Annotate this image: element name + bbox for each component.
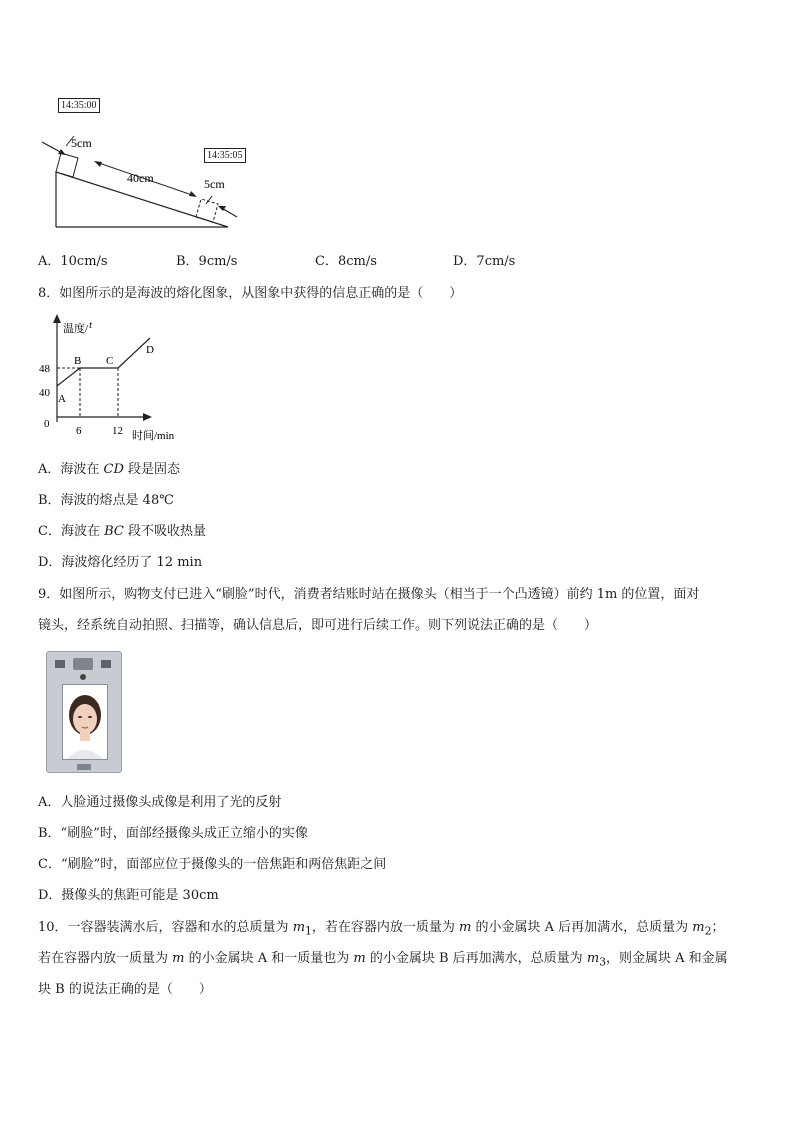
q9-option-a[interactable]: A．人脸通过摄像头成像是利用了光的反射 (38, 795, 282, 810)
q9-option-d[interactable]: D．摄像头的焦距可能是 30cm (38, 888, 219, 903)
q9-option-b[interactable]: B．“刷脸”时，面部经摄像头成正立缩小的实像 (38, 826, 308, 841)
q8-option-a[interactable]: A．海波在 CD 段是固态 (38, 462, 181, 477)
q9-stem-line2: 镜头，经系统自动拍照、扫描等，确认信息后，即可进行后续工作。则下列说法正确的是（ ） (38, 618, 598, 633)
point-c: C (106, 355, 114, 367)
camera-lens (80, 674, 86, 680)
timestamp-end: 14:35:05 (204, 148, 246, 163)
q7-option-d[interactable]: D．7cm/s (453, 254, 516, 269)
face-scanner-device (46, 651, 122, 773)
q7-option-a[interactable]: A．10cm/s (38, 254, 108, 269)
sensor-left (55, 660, 65, 668)
label-40cm: 40cm (127, 171, 154, 185)
y-tick-48: 48 (39, 363, 50, 375)
label-5cm-bottom: 5cm (204, 177, 225, 191)
sensor-right (101, 660, 111, 668)
x-tick-6: 6 (76, 425, 82, 437)
y-tick-40: 40 (39, 387, 50, 399)
q7-option-b[interactable]: B．9cm/s (176, 254, 238, 269)
q10-stem-line2: 若在容器内放一质量为 m 的小金属块 A 和一质量也为 m 的小金属块 B 后再加满水，总质量为 $m_3$，则金属块 A 和金属 (38, 951, 728, 969)
point-a: A (58, 393, 66, 405)
incline-diagram (30, 120, 250, 235)
q8-option-c[interactable]: C．海波在 BC 段不吸收热量 (38, 524, 206, 539)
q8-option-d[interactable]: D．海波熔化经历了 12 min (38, 555, 203, 570)
face-image (63, 685, 107, 759)
device-base (77, 764, 91, 770)
block-top (56, 153, 78, 177)
melting-graph (30, 310, 200, 445)
melting-curve (57, 338, 150, 386)
q10-stem-line3: 块 B 的说法正确的是（ ） (38, 982, 212, 997)
camera-lens-housing (73, 658, 93, 670)
point-b: B (74, 355, 82, 367)
q9-option-c[interactable]: C．“刷脸”时，面部应位于摄像头的一倍焦距和两倍焦距之间 (38, 857, 387, 872)
x-tick-12: 12 (112, 425, 123, 437)
label-5cm-top: 5cm (71, 136, 92, 150)
y-axis-label-var: t (89, 319, 93, 331)
q10-stem-line1: 10．一容器装满水后，容器和水的总质量为 $m_1$，若在容器内放一质量为 m 的小金属块 A 后再加满水，总质量为 $m_2$； (38, 920, 725, 938)
timestamp-start: 14:35:00 (58, 98, 100, 113)
y-tick-0: 0 (44, 418, 50, 430)
point-d: D (146, 344, 154, 356)
x-axis-label: 时间/min (132, 430, 175, 442)
q8-option-b[interactable]: B．海波的熔点是 48℃ (38, 493, 174, 508)
y-axis-label: 温度/ (63, 323, 89, 335)
q9-stem-line1: 9．如图所示，购物支付已进入“刷脸”时代，消费者结账时站在摄像头（相当于一个凸透镜）前约 1m 的位置，面对 (38, 587, 700, 602)
q7-option-c[interactable]: C．8cm/s (315, 254, 377, 269)
q8-stem: 8．如图所示的是海波的熔化图象，从图象中获得的信息正确的是（ ） (38, 286, 463, 301)
screen (62, 684, 108, 760)
